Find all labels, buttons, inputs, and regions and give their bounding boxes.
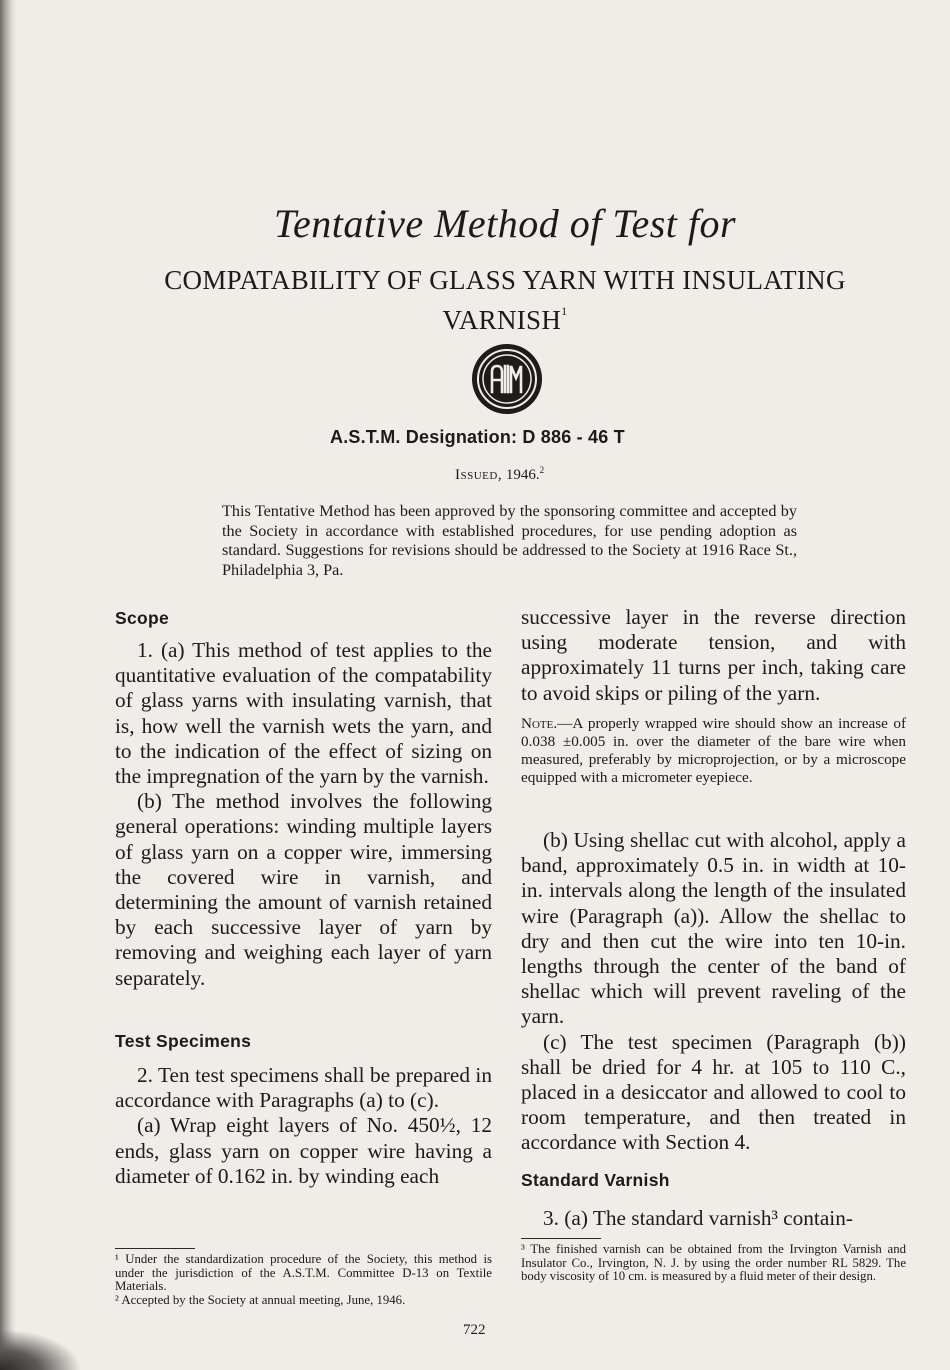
title-caps-line2-text: VARNISH — [442, 305, 562, 335]
note-label: Note. — [521, 715, 558, 732]
title-caps-line2 — [95, 296, 915, 336]
title-caps-line1: COMPATABILITY OF GLASS YARN WITH INSULATING — [164, 265, 846, 295]
issued-label: Issued, — [455, 467, 503, 483]
footnotes-left — [115, 1253, 492, 1307]
note-block — [521, 715, 906, 787]
test-specimens-heading: Test Specimens — [115, 1031, 252, 1051]
designation: A.S.T.M. Designation: D 886 - 46 T — [330, 427, 625, 447]
specimens-paragraph-c: (c) The test specimen (Paragraph (b)) shall be dried for 4 hr. at 105 to 110 C., placed in a desiccator and allowed to cool to room temperature, and then treated in accordance with Section 4. — [521, 1029, 906, 1155]
left-column-body — [115, 638, 492, 991]
scope-heading: Scope — [115, 608, 170, 628]
footnote-3: ³ The finished varnish can be obtained from the Irvington Varnish and Insulator Co., Irvington, N. J. by using the order number RL 5829. The body viscosity of 10 cm. is measured by a fluid meter of their design. — [521, 1242, 906, 1283]
footnote-2: ² Accepted by the Society at annual meeting, June, 1946. — [115, 1292, 406, 1307]
footnote-rule-right — [521, 1238, 601, 1239]
approval-note: This Tentative Method has been approved by the sponsoring committee and accepted by the Society in accordance with established procedures, for use pending adoption as standard. Suggestions for revisions should be addressed to the Society at 1916 Race St., Philadelphia 3, Pa. — [222, 502, 797, 579]
specimens-body — [115, 1063, 492, 1189]
footnote-rule-left — [115, 1248, 195, 1249]
varnish-body — [521, 1206, 906, 1231]
title-italic: Tentative Method of Test for — [273, 201, 737, 246]
footnote-1: ¹ Under the standardization procedure of the Society, this method is under the jurisdiction of the A.S.T.M. Committee D-13 on Textile Materials. — [115, 1252, 492, 1293]
specimens-paragraph-a: (a) Wrap eight layers of No. 450½, 12 ends, glass yarn on copper wire having a diameter of 0.162 in. by winding each — [115, 1113, 492, 1188]
title-footnote-mark: 1 — [561, 304, 568, 318]
specimens-paragraph-2: 2. Ten test specimens shall be prepared in accordance with Paragraphs (a) to (c). — [115, 1063, 492, 1113]
astm-seal-icon — [470, 342, 544, 416]
page-corner-shadow — [0, 1330, 80, 1370]
note-text: —A properly wrapped wire should show an increase of 0.038 ±0.005 in. over the diameter of the bare wire when measured, preferably by microprojection, or by a microscope equipped with a micrometer eyepiece. — [521, 715, 906, 786]
right-column-continuation: successive layer in the reverse direction using moderate tension, and with approximately 11 turns per inch, taking care to avoid skips or piling of the yarn. — [521, 605, 906, 705]
issued-line — [455, 465, 544, 484]
scope-paragraph-b: (b) The method involves the following general operations: winding multiple layers of glass yarn on a copper wire, immersing the covered wire in varnish, and determining the amount of varnish retained by each successive layer of yarn by removing and weighing each layer of yarn separately. — [115, 789, 492, 990]
right-column-body — [521, 828, 906, 1156]
varnish-paragraph-3a: 3. (a) The standard varnish³ contain- — [543, 1206, 853, 1230]
astm-logo — [470, 342, 544, 416]
standard-varnish-heading: Standard Varnish — [521, 1170, 670, 1190]
title-caps — [95, 265, 915, 336]
issued-year: 1946. — [505, 467, 540, 483]
page-number: 722 — [463, 1322, 486, 1338]
issued-footnote-mark: 2 — [539, 465, 545, 475]
specimens-paragraph-b: (b) Using shellac cut with alcohol, apply a band, approximately 0.5 in. in width at 10-in. intervals along the length of the insulated wire (Paragraph (a)). Allow the shellac to dry and then cut the wire into ten 10-in. lengths through the center of the band of shellac which will prevent raveling of the yarn. — [521, 828, 906, 1029]
scope-paragraph-a: 1. (a) This method of test applies to the quantitative evaluation of the compatability of glass yarns with insulating varnish, that is, how well the varnish wets the yarn, and to the indication of the effect of sizing on the impregnation of the yarn by the varnish. — [115, 638, 492, 789]
